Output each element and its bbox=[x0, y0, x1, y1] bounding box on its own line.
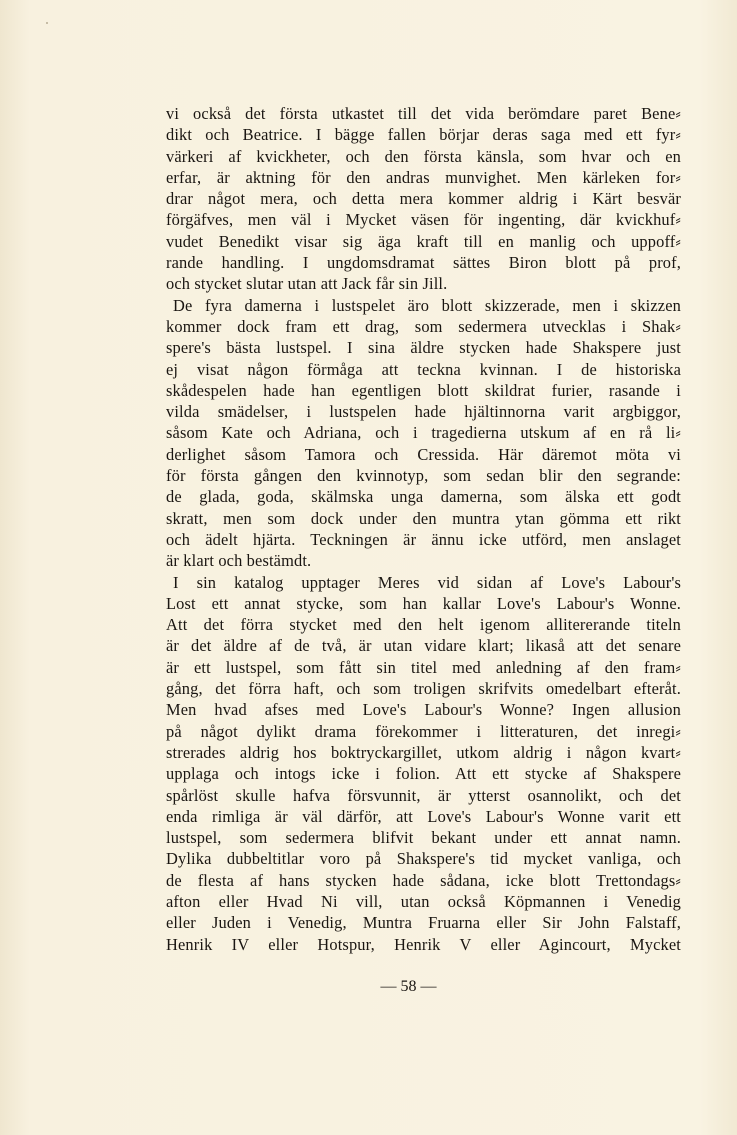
page-number: — 58 — bbox=[380, 978, 437, 995]
text-line: skratt, men som dock under den muntra ytan gömma ett rikt bbox=[166, 508, 681, 528]
text-line: afton eller Hvad Ni vill, utan också Köpmannen i Venedig bbox=[166, 891, 681, 911]
text-line: är ett lustspel, som fått sin titel med anledning af den fram⸗ bbox=[166, 657, 681, 677]
text-line: vi också det första utkastet till det vida berömdare paret Bene⸗ bbox=[166, 104, 681, 123]
text-line: är det äldre af de två, är utan vidare klart; likaså att det senare bbox=[166, 636, 681, 656]
text-line: Henrik IV eller Hotspur, Henrik V eller Agincourt, Mycket bbox=[166, 934, 681, 954]
text-line: Att det förra stycket med den helt igenom allitererande titeln bbox=[166, 615, 681, 635]
text-line: vilda smädelser, i lustspelen hade hjältinnorna varit argbiggor, bbox=[166, 402, 681, 422]
paragraph-end-line: är klart och bestämdt. bbox=[166, 551, 312, 571]
text-line: på något dylikt drama förekommer i litteraturen, det inregi⸗ bbox=[166, 721, 681, 741]
text-line: De fyra damerna i lustspelet äro blott skizzerade, men i skizzen bbox=[173, 295, 681, 315]
paper-speck bbox=[46, 22, 48, 24]
text-line: såsom Kate och Adriana, och i tragedierna utskum af en rå li⸗ bbox=[166, 423, 681, 443]
text-line: Dylika dubbeltitlar voro på Shakspere's tid mycket vanliga, och bbox=[166, 849, 681, 869]
text-line: I sin katalog upptager Meres vid sidan af Love's Labour's bbox=[173, 572, 681, 592]
text-line: Men hvad afses med Love's Labour's Wonne? Ingen allusion bbox=[166, 700, 681, 720]
text-line: spårlöst skulle hafva försvunnit, är ytterst osannolikt, och det bbox=[166, 785, 681, 805]
text-line: skådespelen hade han egentligen blott skildrat furier, rasande i bbox=[166, 380, 681, 400]
text-line: derlighet såsom Tamora och Cressida. Här däremot möta vi bbox=[166, 444, 681, 464]
text-line: spere's bästa lustspel. I sina äldre stycken hade Shakspere just bbox=[166, 338, 681, 358]
text-line: Lost ett annat stycke, som han kallar Love's Labour's Wonne. bbox=[166, 593, 681, 613]
text-line: förgäfves, men väl i Mycket väsen för ingenting, där kvickhuf⸗ bbox=[166, 210, 681, 230]
text-line: enda rimliga är väl därför, att Love's Labour's Wonne varit ett bbox=[166, 806, 681, 826]
text-line: eller Juden i Venedig, Muntra Fruarna eller Sir John Falstaff, bbox=[166, 913, 681, 933]
body-text bbox=[166, 103, 681, 955]
text-line: kommer dock fram ett drag, som sedermera utvecklas i Shak⸗ bbox=[166, 316, 681, 336]
text-line: rande handling. I ungdomsdramat sättes Biron blott på prof, bbox=[166, 253, 681, 273]
text-line: lustspel, som sedermera blifvit bekant under ett annat namn. bbox=[166, 828, 681, 848]
text-line: de flesta af hans stycken hade sådana, icke blott Trettondags⸗ bbox=[166, 870, 681, 890]
text-line: dikt och Beatrice. I bägge fallen börjar deras saga med ett fyr⸗ bbox=[166, 125, 681, 145]
text-line: ej visat någon förmåga att teckna kvinnan. I de historiska bbox=[166, 359, 681, 379]
paragraph-end-line: och stycket slutar utan att Jack får sin Jill. bbox=[166, 274, 448, 294]
text-line: upplaga och intogs icke i folion. Att ett stycke af Shakspere bbox=[166, 764, 681, 784]
text-line: gång, det förra haft, och som troligen skrifvits omedelbart efteråt. bbox=[166, 679, 681, 699]
text-line: strerades aldrig hos boktryckargillet, utkom aldrig i någon kvart⸗ bbox=[166, 742, 681, 762]
text-line: de glada, goda, skälmska unga damerna, som älska ett godt bbox=[166, 487, 681, 507]
text-line: och ädelt hjärta. Teckningen är ännu icke utförd, men anslaget bbox=[166, 529, 681, 549]
text-line: erfar, är aktning för den andras munvighet. Men kärleken for⸗ bbox=[166, 167, 681, 187]
text-line: drar något mera, och detta mera kommer aldrig i Kärt besvär bbox=[166, 189, 681, 209]
text-line: värkeri af kvickheter, och den första känsla, som hvar och en bbox=[166, 146, 681, 166]
text-line: vudet Benedikt visar sig äga kraft till en manlig och uppoff⸗ bbox=[166, 231, 681, 251]
text-line: för första gången den kvinnotyp, som sedan blir den segrande: bbox=[166, 466, 681, 486]
